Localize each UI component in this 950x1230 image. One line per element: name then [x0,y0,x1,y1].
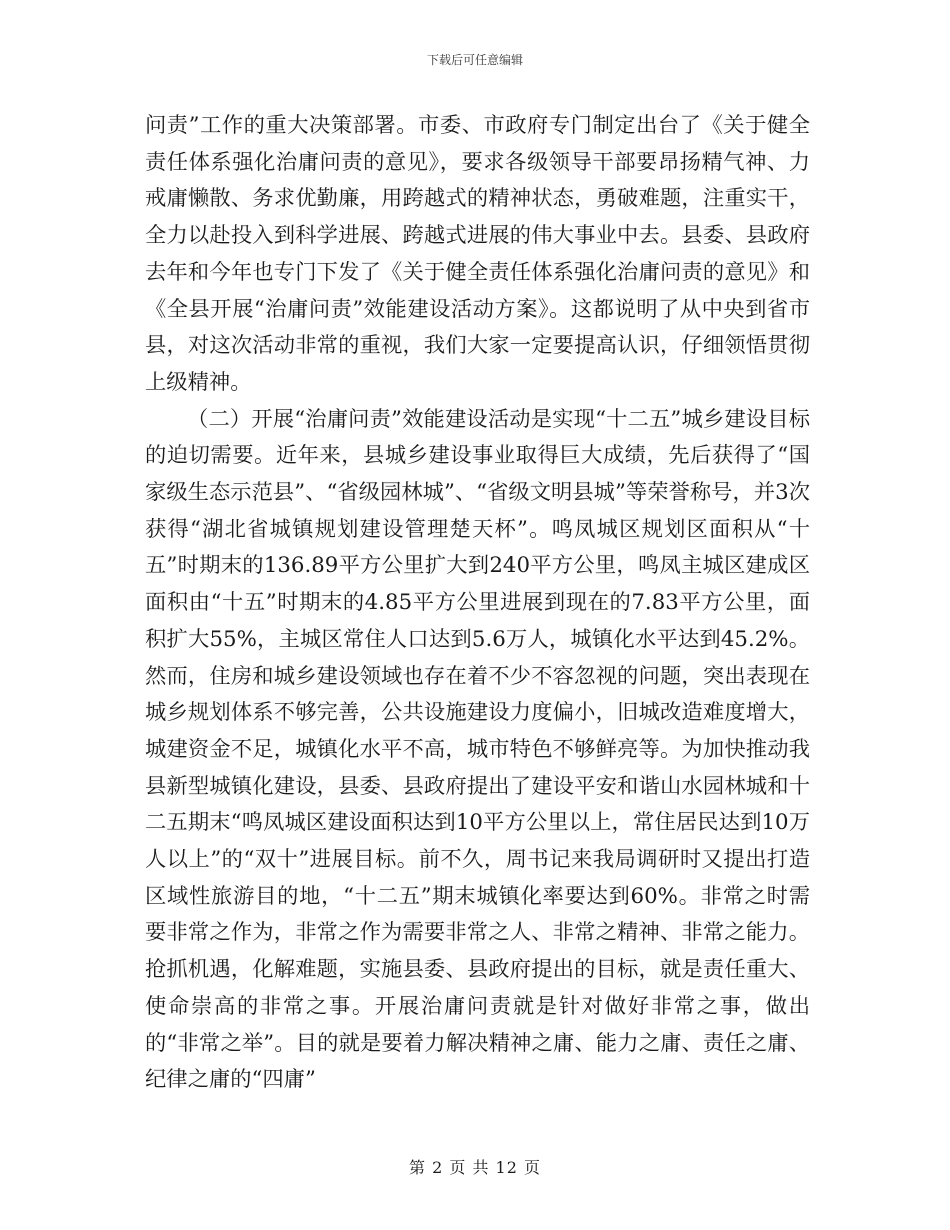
footer-total-pages: 12 [495,1158,518,1177]
footer-prefix: 第 [408,1158,426,1177]
footer-current-page: 2 [432,1158,444,1177]
footer-suffix: 页 [524,1158,542,1177]
footer-middle: 页 共 [449,1158,490,1177]
body-paragraph-2: （二）开展“治庸问责”效能建设活动是实现“十二五”城乡建设目标的迫切需要。近年来，县城乡建设事业取得巨大成绩，先后获得了“国家级生态示范县”、“省级园林城”、“省级文明县城”等荣誉称号，并3次获得“湖北省城镇规划建设管理楚天杯”。鸣凤城区规划区面积从“十五”时期末的136.89平方公里扩大到240平方公里，鸣凤主城区建成区面积由“十五”时期末的4.85平方公里进展到现在的7.83平方公里，面积扩大55%，主城区常住人口达到5.6万人，城镇化水平达到45.2%。然而，住房和城乡建设领域也存在着不少不容忽视的问题，突出表现在城乡规划体系不够完善，公共设施建设力度偏小，旧城改造难度增大，城建资金不足，城镇化水平不高，城市特色不够鲜亮等。为加快推动我县新型城镇化建设，县委、县政府提出了建设平安和谐山水园林城和十二五期末“鸣凤城区建设面积达到10平方公里以上，常住居民达到10万人以上”的“双十”进展目标。前不久，周书记来我局调研时又提出打造区域性旅游目的地，“十二五”期末城镇化率要达到60%。非常之时需要非常之作为，非常之作为需要非常之人、非常之精神、非常之能力。抢抓机遇，化解难题，实施县委、县政府提出的目标，就是责任重大、使命崇高的非常之事。开展治庸问责就是针对做好非常之事，做出的“非常之举”。目的就是要着力解决精神之庸、能力之庸、责任之庸、纪律之庸的“四庸” [145,406,810,1093]
page-header-note: 下载后可任意编辑 [426,53,523,67]
document-body [145,108,810,1099]
page-footer [0,1158,950,1178]
body-paragraph-1: 问责”工作的重大决策部署。市委、市政府专门制定出台了《关于健全责任体系强化治庸问责的意见》，要求各级领导干部要昂扬精气神、力戒庸懒散、务求优勤廉，用跨越式的精神状态，勇破难题，注重实干，全力以赴投入到科学进展、跨越式进展的伟大事业中去。县委、县政府去年和今年也专门下发了《关于健全责任体系强化治庸问责的意见》和《全县开展“治庸问责”效能建设活动方案》。这都说明了从中央到省市县，对这次活动非常的重视，我们大家一定要提高认识，仔细领悟贯彻上级精神。 [145,113,810,395]
